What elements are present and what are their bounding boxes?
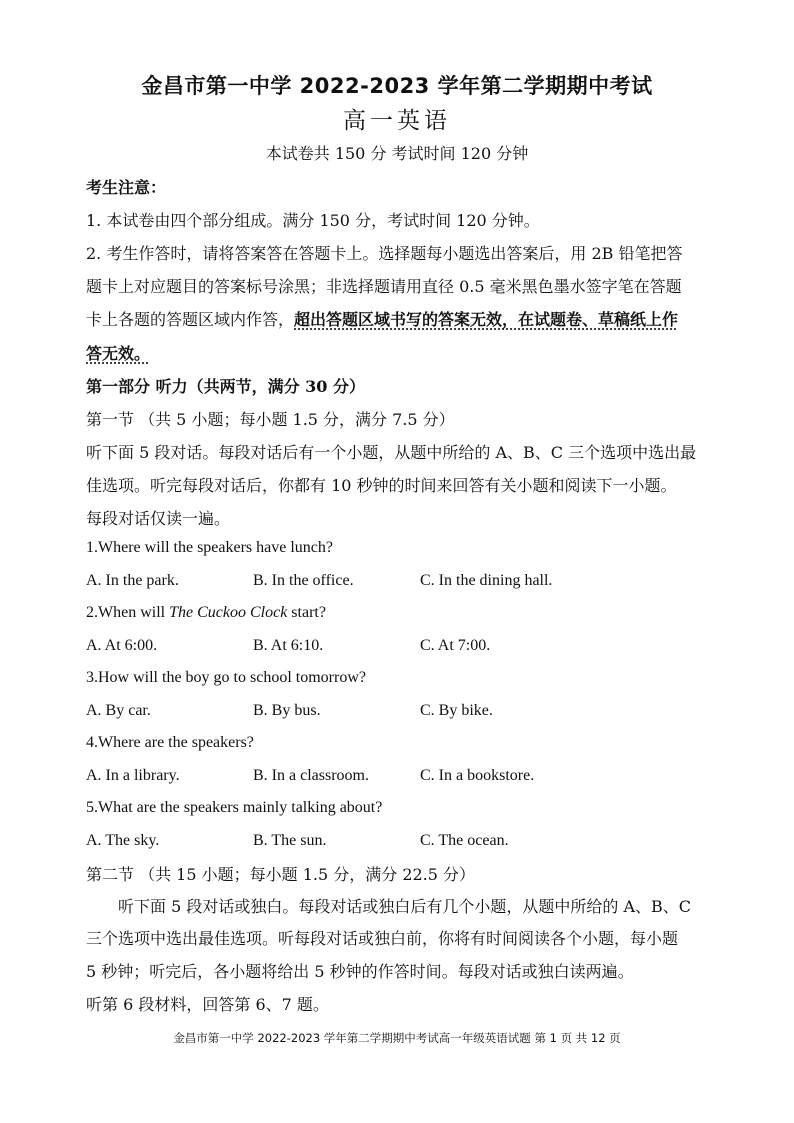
notice-heading: 考生注意： [86, 178, 167, 197]
exam-info: 本试卷共 150 分 考试时间 120 分钟 [265, 144, 529, 163]
section2-instruction-line-2: 三个选项中选出最佳选项。听每段对话或独白前，你将有时间阅读各个小题，每小题 [86, 929, 679, 948]
question-2-option-b: B. At 6:10. [253, 637, 324, 654]
notice-item-2-emphasis: 超出答题区域书写的答案无效，在试题卷、草稿纸上作 [294, 310, 679, 329]
question-1: 1.Where will the speakers have lunch? [86, 539, 334, 556]
notice-item-1: 1. 本试卷由四个部分组成。满分 150 分，考试时间 120 分钟。 [86, 211, 540, 230]
section2-instruction-line-3: 5 秒钟；听完后，各小题将给出 5 秒钟的作答时间。每段对话或独白读两遍。 [86, 962, 634, 981]
question-2-title: The Cuckoo Clock [169, 604, 288, 621]
question-2-text-start: 2.When will [86, 604, 170, 621]
question-4-option-b: B. In a classroom. [253, 767, 369, 784]
question-1-option-c: C. In the dining hall. [420, 572, 553, 589]
question-3-option-a: A. By car. [86, 702, 151, 719]
question-2 [86, 604, 326, 622]
question-5-option-a: A. The sky. [86, 832, 160, 849]
question-3-option-c: C. By bike. [420, 702, 493, 719]
exam-subtitle: 高一英语 [343, 108, 451, 134]
question-5-option-c: C. The ocean. [420, 832, 509, 849]
part1-heading: 第一部分 听力（共两节，满分 30 分） [86, 377, 365, 396]
notice-item-2-line-3 [86, 307, 678, 330]
notice-item-2-line-3-plain: 卡上各题的答题区域内作答， [86, 310, 295, 329]
question-5: 5.What are the speakers mainly talking about? [86, 799, 383, 816]
section1-heading: 第一节 （共 5 小题；每小题 1.5 分，满分 7.5 分） [86, 410, 455, 429]
question-1-option-a: A. In the park. [86, 572, 179, 589]
section2-heading: 第二节 （共 15 小题；每小题 1.5 分，满分 22.5 分） [86, 865, 476, 884]
notice-item-2-line-4: 答无效。 [86, 344, 151, 363]
section1-instruction-line-2: 佳选项。听完每段对话后，你都有 10 秒钟的时间来回答有关小题和阅读下一小题。 [86, 476, 677, 495]
question-2-text-end: start? [287, 604, 326, 621]
question-2-option-a: A. At 6:00. [86, 637, 158, 654]
section1-instruction-line-1: 听下面 5 段对话。每段对话后有一个小题，从题中所给的 A、B、C 三个选项中选出最 [86, 443, 697, 462]
question-5-option-b: B. The sun. [253, 832, 327, 849]
question-4-option-a: A. In a library. [86, 767, 180, 784]
exam-title: 金昌市第一中学 2022-2023 学年第二学期期中考试 [141, 74, 653, 98]
section2-instruction-line-1: 听下面 5 段对话或独白。每段对话或独白后有几个小题，从题中所给的 A、B、C [118, 897, 691, 916]
question-4-option-c: C. In a bookstore. [420, 767, 535, 784]
question-4: 4.Where are the speakers? [86, 734, 254, 751]
question-3-option-b: B. By bus. [253, 702, 321, 719]
question-2-option-c: C. At 7:00. [420, 637, 491, 654]
page-footer: 金昌市第一中学 2022-2023 学年第二学期期中考试高一年级英语试题 第 1 页 共 12 页 [173, 1031, 621, 1045]
notice-item-2-line-1: 2. 考生作答时，请将答案答在答题卡上。选择题每小题选出答案后，用 2B 铅笔把答 [86, 244, 683, 263]
section1-instruction-line-3: 每段对话仅读一遍。 [86, 509, 231, 528]
question-1-option-b: B. In the office. [253, 572, 354, 589]
question-3: 3.How will the boy go to school tomorrow? [86, 669, 366, 686]
section2-material-note: 听第 6 段材料，回答第 6、7 题。 [86, 995, 329, 1014]
notice-item-2-line-2: 题卡上对应题目的答案标号涂黑；非选择题请用直径 0.5 毫米黑色墨水签字笔在答题 [86, 277, 682, 296]
